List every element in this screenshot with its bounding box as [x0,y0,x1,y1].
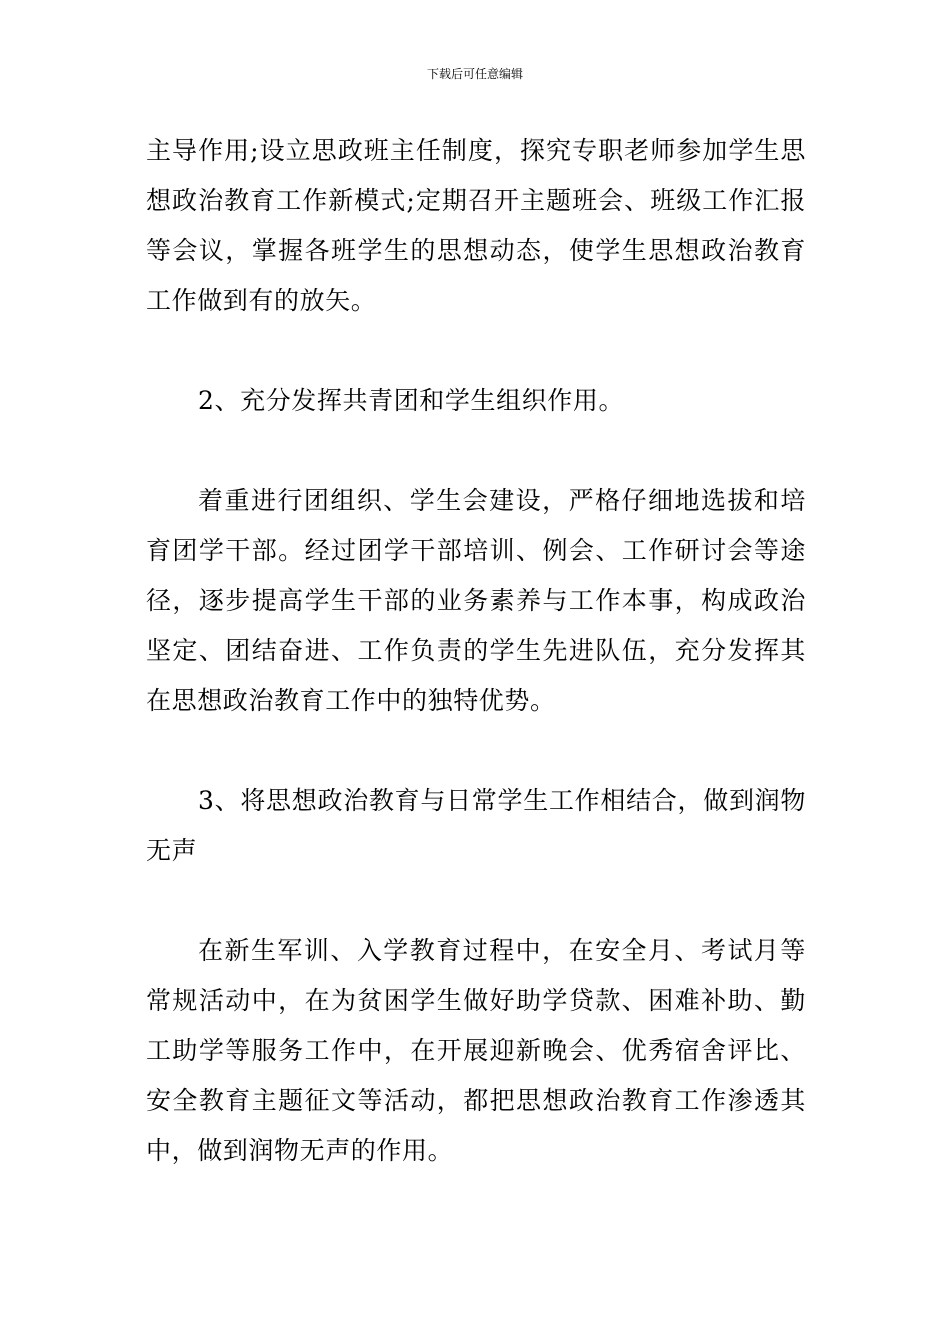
paragraph-spacer [146,426,806,476]
paragraph-daily-work: 在新生军训、入学教育过程中，在安全月、考试月等常规活动中，在为贫困学生做好助学贷款、困难补助、勤工助学等服务工作中，在开展迎新晚会、优秀宿舍评比、安全教育主题征文等活动，都把思想政治教育工作渗透其中，做到润物无声的作用。 [146,936,806,1165]
paragraph-spacer [146,876,806,926]
page-header-note: 下载后可任意编辑 [426,67,523,81]
paragraph-spacer [146,326,806,376]
section-heading-2: 2、充分发挥共青团和学生组织作用。 [198,386,625,415]
section-heading-3: 3、将思想政治教育与日常学生工作相结合，做到润物无声 [146,786,806,865]
paragraph-continuation: 主导作用;设立思政班主任制度，探究专职老师参加学生思想政治教育工作新模式;定期召开主题班会、班级工作汇报等会议，掌握各班学生的思想动态，使学生思想政治教育工作做到有的放矢。 [146,136,806,315]
document-body [146,126,806,1176]
paragraph-spacer [146,726,806,776]
paragraph-league-organization: 着重进行团组织、学生会建设，严格仔细地选拔和培育团学干部。经过团学干部培训、例会、工作研讨会等途径，逐步提高学生干部的业务素养与工作本事，构成政治坚定、团结奋进、工作负责的学生先进队伍，充分发挥其在思想政治教育工作中的独特优势。 [146,486,806,715]
